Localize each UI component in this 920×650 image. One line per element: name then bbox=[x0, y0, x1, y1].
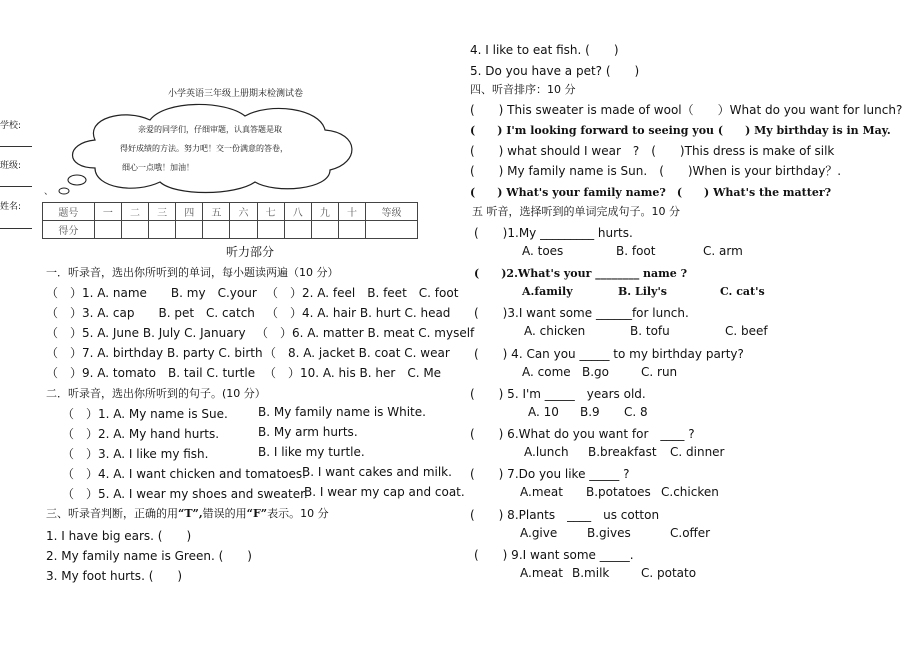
name-line[interactable] bbox=[0, 228, 32, 229]
option[interactable]: A. come bbox=[522, 365, 571, 379]
list-item[interactable]: ( ) My family name is Sun. ( )When is your birthday？. bbox=[470, 164, 842, 178]
option[interactable]: C. cat's bbox=[720, 285, 765, 298]
list-item[interactable]: （ ）3. A. cap B. pet C. catch bbox=[46, 306, 255, 320]
cloud-text-2: 得好成绩的方法。努力吧！交一份满意的答卷， bbox=[120, 144, 288, 153]
question[interactable]: ( ) 4. Can you _____ to my birthday party? bbox=[474, 347, 744, 361]
option[interactable]: C. arm bbox=[703, 244, 743, 258]
s5-title: 五 听音，选择听到的单词完成句子。10 分 bbox=[472, 205, 680, 218]
page-title: 小学英语三年级上册期末检测试卷 bbox=[168, 89, 304, 99]
cloud-text-3: 细心一点哦！加油！ bbox=[122, 163, 194, 172]
option[interactable]: B. Lily's bbox=[618, 285, 668, 298]
option[interactable]: C. potato bbox=[641, 566, 697, 580]
s3-title-t: “T”, bbox=[178, 507, 203, 520]
table-cell: 题号 bbox=[43, 203, 95, 221]
section-title-listening: 听力部分 bbox=[226, 245, 275, 259]
table-cell: 四 bbox=[176, 203, 203, 221]
list-item[interactable]: （ ）2. A. My hand hurts. bbox=[62, 427, 220, 441]
s3-title-pre: 三、听录音判断，正确的用 bbox=[46, 507, 178, 520]
question[interactable]: ( ) 8.Plants ____ us cotton bbox=[470, 508, 660, 522]
list-item[interactable]: （ ）7. A. birthday B. party C. birth bbox=[46, 346, 263, 360]
question[interactable]: ( ) 7.Do you like _____ ? bbox=[470, 467, 630, 481]
question[interactable]: ( ) 6.What do you want for ____ ? bbox=[470, 427, 695, 441]
score-cell[interactable] bbox=[257, 221, 284, 239]
list-item[interactable]: B. My arm hurts. bbox=[258, 425, 358, 439]
table-cell: 十 bbox=[338, 203, 365, 221]
sidebar-marker: 、 bbox=[44, 187, 54, 197]
option[interactable]: A.family bbox=[522, 285, 573, 298]
list-item[interactable]: （ ）1. A. My name is Sue. bbox=[62, 407, 228, 421]
table-cell: 七 bbox=[257, 203, 284, 221]
option[interactable]: B.milk bbox=[572, 566, 610, 580]
score-cell[interactable] bbox=[284, 221, 311, 239]
table-cell: 得分 bbox=[43, 221, 95, 239]
list-item[interactable]: 1. I have big ears. ( ) bbox=[46, 529, 192, 543]
question[interactable]: ( )1.My _________ hurts. bbox=[474, 226, 633, 240]
option[interactable]: A.lunch bbox=[524, 445, 569, 459]
option[interactable]: B.go bbox=[582, 365, 610, 379]
s3-title-mid: 错误的用 bbox=[202, 507, 247, 520]
score-cell[interactable] bbox=[366, 221, 418, 239]
option[interactable]: B.9 bbox=[580, 405, 600, 419]
option[interactable]: C. beef bbox=[725, 324, 768, 338]
list-item[interactable]: ( ) What's your family name? ( ) What's the matter? bbox=[470, 186, 832, 199]
s3-title-f: “F” bbox=[246, 507, 268, 520]
option[interactable]: A. chicken bbox=[524, 324, 586, 338]
list-item[interactable]: （ ）6. A. matter B. meat C. myself bbox=[256, 326, 475, 340]
list-item[interactable]: B. I like my turtle. bbox=[258, 445, 365, 459]
score-cell[interactable] bbox=[94, 221, 121, 239]
table-cell: 一 bbox=[94, 203, 121, 221]
list-item[interactable]: （ ）4. A. hair B. hurt C. head bbox=[266, 306, 451, 320]
class-line[interactable] bbox=[0, 186, 32, 187]
option[interactable]: B.gives bbox=[587, 526, 631, 540]
table-cell: 八 bbox=[284, 203, 311, 221]
list-item[interactable]: 3. My foot hurts. ( ) bbox=[46, 569, 183, 583]
option[interactable]: B. tofu bbox=[630, 324, 670, 338]
option[interactable]: C.offer bbox=[670, 526, 711, 540]
option[interactable]: C.chicken bbox=[661, 485, 719, 499]
question[interactable]: ( ) 5. I'm _____ years old. bbox=[470, 387, 646, 401]
list-item[interactable]: 2. My family name is Green. ( ) bbox=[46, 549, 252, 563]
list-item[interactable]: ( ) I'm looking forward to seeing you ( ) My birthday is in May. bbox=[470, 124, 891, 137]
table-cell: 二 bbox=[121, 203, 148, 221]
score-table-header-row bbox=[43, 203, 418, 221]
table-cell: 等级 bbox=[366, 203, 418, 221]
option[interactable]: B. foot bbox=[616, 244, 656, 258]
list-item[interactable]: ( ) what should I wear ? ( )This dress is make of silk bbox=[470, 144, 835, 158]
list-item[interactable]: B. I wear my cap and coat. bbox=[304, 485, 465, 499]
list-item[interactable]: 5. Do you have a pet? ( ) bbox=[470, 64, 640, 78]
score-cell[interactable] bbox=[338, 221, 365, 239]
list-item[interactable]: （ ）10. A. his B. her C. Me bbox=[264, 366, 442, 380]
option[interactable]: A.meat bbox=[520, 566, 563, 580]
option[interactable]: A. toes bbox=[522, 244, 564, 258]
option[interactable]: A. 10 bbox=[528, 405, 559, 419]
table-cell: 三 bbox=[149, 203, 176, 221]
list-item[interactable]: （ ）4. A. I want chicken and tomatoes. bbox=[62, 467, 306, 481]
list-item[interactable]: ( ) This sweater is made of wool（ ）What do you want for lunch? bbox=[470, 103, 903, 117]
score-cell[interactable] bbox=[176, 221, 203, 239]
score-table-score-row bbox=[43, 221, 418, 239]
option[interactable]: A.give bbox=[520, 526, 558, 540]
school-line[interactable] bbox=[0, 146, 32, 147]
table-cell: 六 bbox=[230, 203, 257, 221]
score-cell[interactable] bbox=[230, 221, 257, 239]
list-item[interactable]: （ ）5. A. I wear my shoes and sweater. bbox=[62, 487, 308, 501]
list-item[interactable]: B. I want cakes and milk. bbox=[302, 465, 452, 479]
class-label: 班级: bbox=[0, 161, 22, 171]
option[interactable]: B.potatoes bbox=[586, 485, 651, 499]
list-item[interactable]: 4. I like to eat fish. ( ) bbox=[470, 43, 619, 57]
question[interactable]: ( ) 9.I want some _____. bbox=[474, 548, 634, 562]
name-label: 姓名: bbox=[0, 202, 22, 212]
question[interactable]: ( )3.I want some ______for lunch. bbox=[474, 306, 689, 320]
list-item[interactable]: （ ）1. A. name B. my C.your bbox=[46, 286, 257, 300]
list-item[interactable]: （ ）2. A. feel B. feet C. foot bbox=[266, 286, 459, 300]
s2-title: 二．听录音，选出你所听到的句子。(10 分） bbox=[46, 387, 266, 400]
option[interactable]: C. 8 bbox=[624, 405, 648, 419]
option[interactable]: B.breakfast bbox=[588, 445, 657, 459]
school-label: 学校: bbox=[0, 121, 22, 131]
option[interactable]: C. dinner bbox=[670, 445, 725, 459]
score-cell[interactable] bbox=[121, 221, 148, 239]
option[interactable]: C. run bbox=[641, 365, 678, 379]
question[interactable]: ( )2.What's your ________ name ? bbox=[474, 267, 688, 280]
score-table bbox=[42, 202, 418, 239]
list-item[interactable]: （ ）9. A. tomato B. tail C. turtle bbox=[46, 366, 256, 380]
list-item[interactable]: （ 8. A. jacket B. coat C. wear bbox=[264, 346, 450, 360]
s3-title bbox=[46, 505, 329, 521]
table-cell: 五 bbox=[203, 203, 230, 221]
table-cell: 九 bbox=[311, 203, 338, 221]
score-cell[interactable] bbox=[149, 221, 176, 239]
s4-title: 四、听音排序：10 分 bbox=[470, 83, 576, 96]
s1-title: 一．听录音，选出你所听到的单词，每小题读两遍（10 分） bbox=[46, 266, 339, 279]
cloud-text-1: 亲爱的同学们，仔细审题，认真答题是取 bbox=[138, 125, 282, 134]
list-item[interactable]: B. My family name is White. bbox=[258, 405, 426, 419]
score-cell[interactable] bbox=[203, 221, 230, 239]
list-item[interactable]: （ ）5. A. June B. July C. January bbox=[46, 326, 246, 340]
score-cell[interactable] bbox=[311, 221, 338, 239]
list-item[interactable]: （ ）3. A. I like my fish. bbox=[62, 447, 209, 461]
option[interactable]: A.meat bbox=[520, 485, 563, 499]
s3-title-post: 表示。10 分 bbox=[267, 507, 329, 520]
